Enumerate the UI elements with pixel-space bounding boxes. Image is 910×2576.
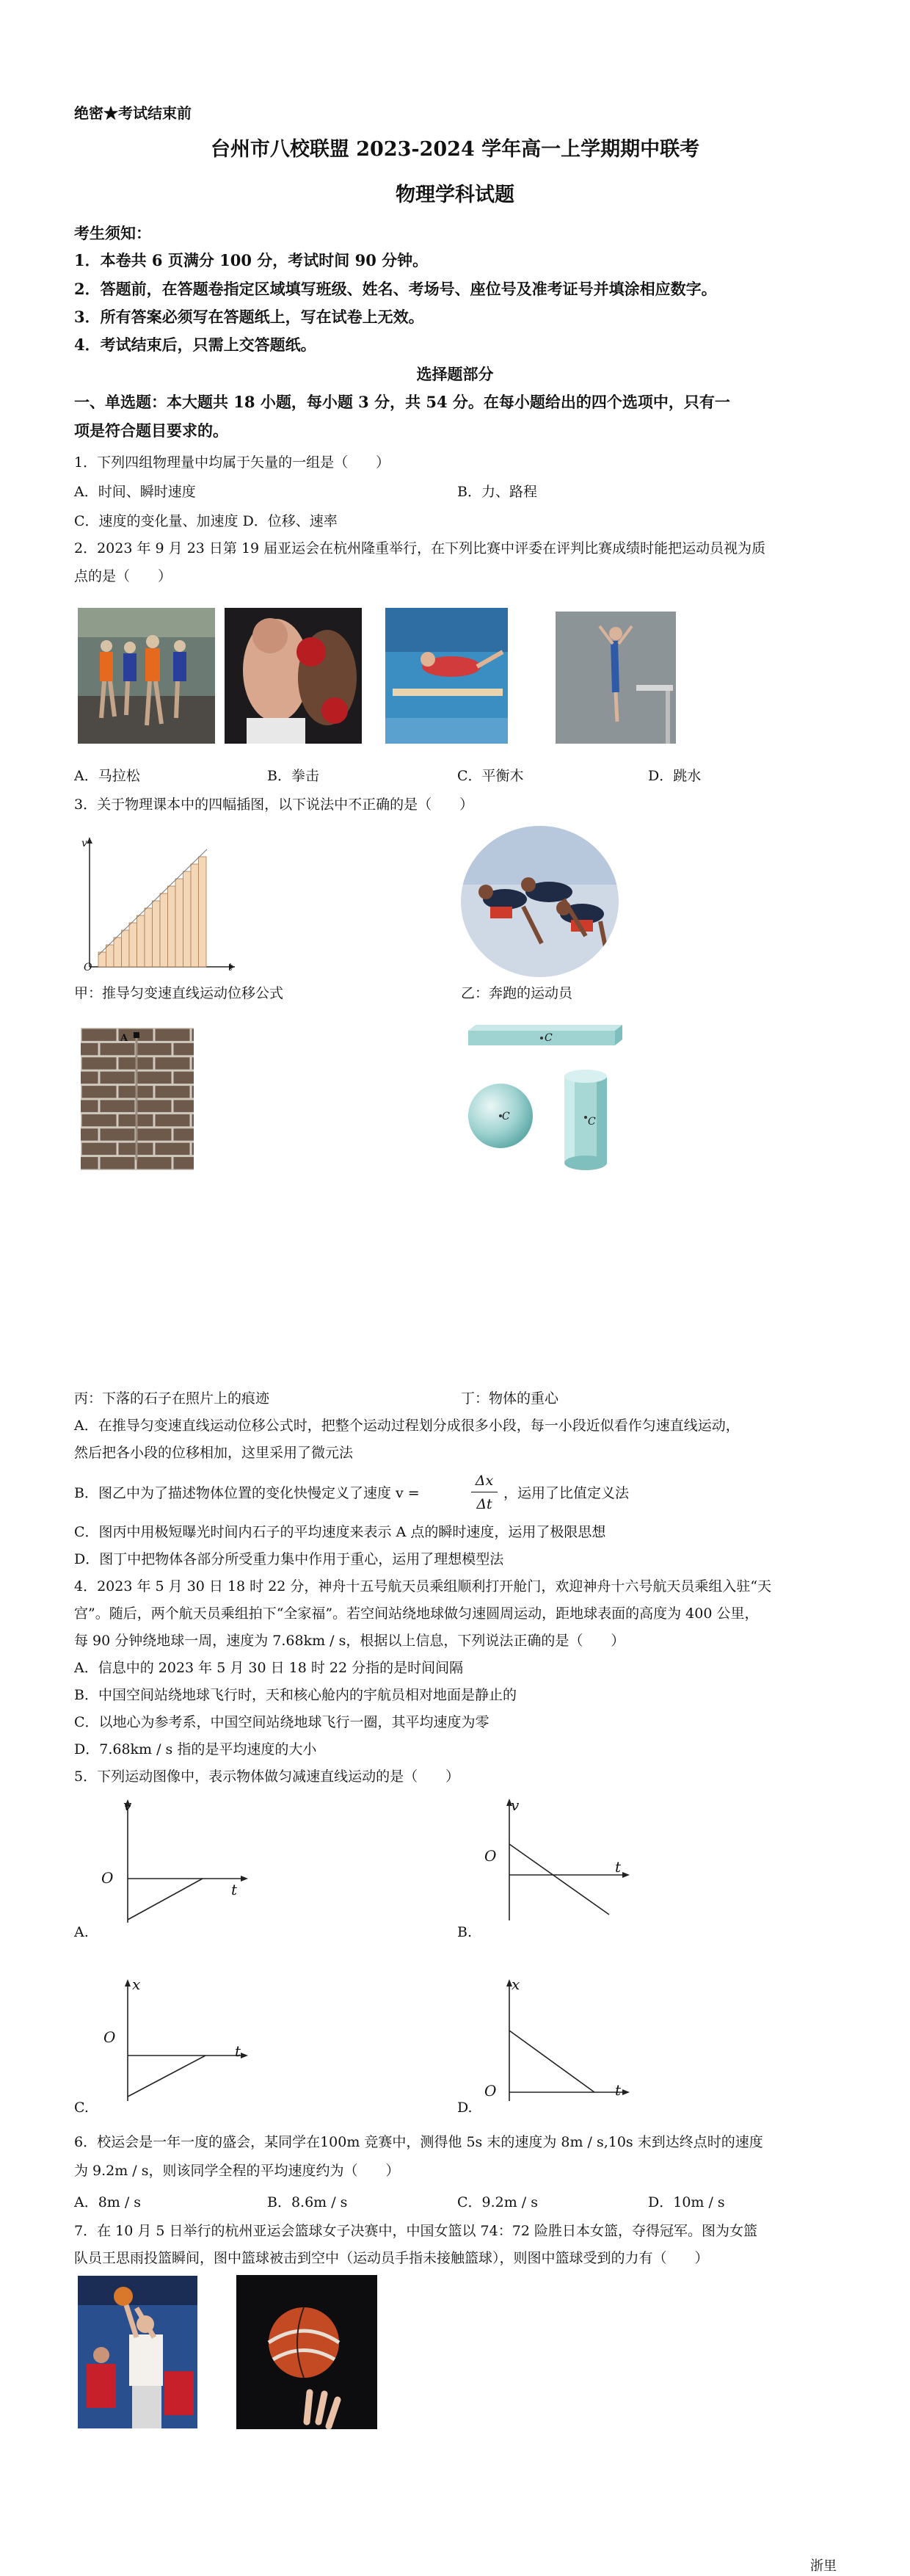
brick (101, 1043, 135, 1055)
graph-b-axis-t: t (615, 1858, 622, 1876)
graph-b-origin: O (484, 1847, 497, 1865)
brick (174, 1128, 194, 1140)
velocity-strip (122, 930, 130, 967)
brick (82, 1114, 117, 1126)
q2-stem: 点的是（ ） (74, 568, 172, 584)
q5-option-b: B. (457, 1924, 473, 1940)
brick (174, 1072, 194, 1084)
notice-item: 2．答题前，在答题卷指定区域填写班级、姓名、考场号、座位号及准考证号并填涂相应数字。 (74, 280, 717, 298)
q4-option-d: D．7.68km / s 指的是平均速度的大小 (74, 1741, 317, 1757)
q6-option-b: B．8.6m / s (267, 2194, 348, 2210)
graph-a-axis-t: t (231, 1881, 238, 1898)
brick (82, 1029, 117, 1041)
q3-stem: 3．关于物理课本中的四幅插图，以下说法中不正确的是（ ） (74, 797, 474, 813)
q3-caption-yi: 乙：奔跑的运动员 (461, 985, 573, 1001)
q5-option-c: C. (74, 2100, 89, 2116)
brick (82, 1057, 117, 1069)
q1-option-a: A．时间、瞬时速度 (74, 484, 196, 500)
footer-corner-text: 浙里 (810, 2558, 837, 2574)
brick (101, 1157, 135, 1169)
brick (137, 1128, 172, 1140)
q3-option-b: B．图乙中为了描述物体位置的变化快慢定义了速度 v = (74, 1485, 420, 1501)
stone-point (134, 1032, 139, 1038)
q4-option-c: C．以地心为参考系，中国空间站绕地球飞行一圈，其平均速度为零 (74, 1714, 489, 1730)
basketball-player-photo (78, 2276, 197, 2428)
notice-item: 1．本卷共 6 页满分 100 分，考试时间 90 分钟。 (74, 251, 429, 269)
fraction-denominator: Δt (476, 1496, 492, 1512)
velocity-strip (191, 864, 199, 967)
brick (81, 1157, 98, 1169)
graph-c (117, 1978, 250, 2102)
q1-stem: 1．下列四组物理量中均属于矢量的一组是（ ） (74, 454, 390, 471)
graph-a (117, 1798, 250, 1926)
q7-stem: 队员王思雨投篮瞬间，图中篮球被击到空中（运动员手指未接触篮球），则图中篮球受到的力有（ ） (74, 2250, 709, 2266)
brick (192, 1114, 194, 1126)
q3-option-c: C．图丙中用极短曝光时间内石子的平均速度来表示 A 点的瞬时速度，运用了极限思想 (74, 1524, 606, 1540)
confidential-mark: 绝密★考试结束前 (74, 104, 192, 122)
velocity-strip (175, 879, 183, 967)
q4-option-b: B．中国空间站绕地球飞行时，天和核心舱内的宇航员相对地面是静止的 (74, 1687, 517, 1703)
graph-a-origin: O (101, 1869, 114, 1887)
q3-option-b-tail: ，运用了比值定义法 (503, 1485, 630, 1501)
velocity-strip (106, 945, 114, 967)
velocity-strip (145, 908, 153, 967)
graph-d (499, 1978, 631, 2102)
q2-option-d: D．跳水 (648, 768, 702, 784)
velocity-strip (160, 893, 168, 967)
brick (82, 1143, 117, 1155)
q2-option-a: A．马拉松 (74, 768, 140, 784)
brick (137, 1157, 172, 1169)
basketball-closeup-photo (236, 2275, 377, 2429)
brick (174, 1157, 194, 1169)
graph-c-axis-t: t (235, 2042, 241, 2060)
exam-title: 台州市八校联盟 2023-2024 学年高一上学期期中联考 (210, 138, 700, 161)
marathon-photo (78, 608, 215, 744)
brick (81, 1072, 98, 1084)
q3-option-a: A．在推导匀变速直线运动位移公式时，把整个运动过程划分成很多小段，每一小段近似看作匀速直线运动， (74, 1418, 740, 1434)
q5-option-d: D. (457, 2100, 473, 2116)
brick (101, 1100, 135, 1112)
cylinder-figure (563, 1069, 608, 1172)
balance-beam-photo (385, 608, 508, 744)
q4-stem: 4．2023 年 5 月 30 日 18 时 22 分，神舟十五号航天员乘组顺利打开舱门，欢迎神舟十六号航天员乘组入驻“天 (74, 1578, 772, 1594)
graph-c-axis-x: x (132, 1975, 141, 1993)
brick (174, 1043, 194, 1055)
brick (137, 1043, 172, 1055)
velocity-strip (168, 886, 176, 967)
stone-point-label: A (120, 1033, 128, 1044)
q3-caption-ding: 丁：物体的重心 (461, 1390, 559, 1407)
brick (156, 1143, 190, 1155)
notice-item: 3．所有答案必须写在答题纸上，写在试卷上无效。 (74, 308, 424, 326)
notice-item: 4．考试结束后，只需上交答题纸。 (74, 335, 316, 354)
q3-caption-bing: 丙：下落的石子在照片上的痕迹 (74, 1390, 270, 1407)
notice-heading: 考生须知： (74, 224, 151, 242)
brick (137, 1100, 172, 1112)
velocity-strip (199, 857, 207, 967)
q1-option-b: B．力、路程 (457, 484, 537, 500)
sprinters-photo (461, 826, 619, 977)
q6-option-d: D．10m / s (648, 2194, 725, 2210)
brick (156, 1114, 190, 1126)
graph-d-axis-t: t (615, 2081, 622, 2099)
brick (156, 1086, 190, 1097)
brick (192, 1086, 194, 1097)
brick (192, 1143, 194, 1155)
center-label: C (588, 1116, 596, 1128)
section-instructions: 项是符合题目要求的。 (74, 421, 228, 440)
q6-stem: 6．校运会是一年一度的盛会，某同学在100m 竞赛中，测得他 5s 末的速度为 8m / s,10s 末到达终点时的速度 (74, 2134, 763, 2150)
brick (192, 1029, 194, 1041)
brick (82, 1086, 117, 1097)
q4-stem: 每 90 分钟绕地球一周，速度为 7.68km / s，根据以上信息，下列说法正确的是（ ） (74, 1633, 625, 1649)
graph-c-origin: O (103, 2028, 116, 2046)
graph-d-origin: O (484, 2082, 497, 2100)
brick (192, 1057, 194, 1069)
boxing-photo (225, 608, 362, 744)
q6-option-a: A．8m / s (74, 2194, 142, 2210)
q4-option-a: A．信息中的 2023 年 5 月 30 日 18 时 22 分指的是时间间隔 (74, 1660, 464, 1676)
q2-option-c: C．平衡木 (457, 768, 524, 784)
brick (156, 1029, 190, 1041)
q4-stem: 宫”。随后，两个航天员乘组拍下“全家福”。若空间站绕地球做匀速圆周运动，距地球表面的高度为 400 公里， (74, 1606, 759, 1622)
graph-b-axis-v: v (511, 1796, 520, 1814)
graph-t-label: t (228, 962, 233, 973)
q5-option-a: A. (74, 1924, 89, 1940)
brick (101, 1072, 135, 1084)
brick (156, 1057, 190, 1069)
q3-option-d: D．图丁中把物体各部分所受重力集中作用于重心，运用了理想模型法 (74, 1551, 504, 1567)
q7-stem: 7．在 10 月 5 日举行的杭州亚运会篮球女子决赛中，中国女篮以 74：72 险胜日本女篮，夺得冠军。图为女篮 (74, 2223, 757, 2239)
velocity-strip (114, 937, 122, 967)
graph-a-axis-v: v (123, 1796, 132, 1814)
brick (81, 1043, 98, 1055)
velocity-strip (183, 871, 192, 967)
exam-subtitle: 物理学科试题 (396, 184, 514, 206)
q6-option-c: C．9.2m / s (457, 2194, 539, 2210)
brick (174, 1100, 194, 1112)
graph-v-label: v (81, 838, 87, 849)
q6-stem: 为 9.2m / s，则该同学全程的平均速度约为（ ） (74, 2163, 400, 2179)
sphere-figure (467, 1082, 534, 1150)
diving-photo (556, 612, 676, 744)
q3-caption-jia: 甲：推导匀变速直线运动位移公式 (74, 985, 284, 1001)
section-instructions: 一、单选题：本大题共 18 小题，每小题 3 分，共 54 分。在每小题给出的四个选项中，只有一 (74, 393, 730, 411)
velocity-strip (153, 901, 161, 967)
center-label: C (545, 1032, 553, 1044)
velocity-staircase-graph (78, 832, 239, 976)
section-title: 选择题部分 (416, 365, 494, 383)
brick (81, 1100, 98, 1112)
brick (101, 1128, 135, 1140)
q2-stem: 2．2023 年 9 月 23 日第 19 届亚运会在杭州隆重举行，在下列比赛中评委在评判比赛成绩时能把运动员视为质 (74, 540, 766, 556)
q2-option-b: B．拳击 (267, 768, 319, 784)
brick (81, 1128, 98, 1140)
fraction-numerator: Δx (475, 1473, 494, 1489)
brick-wall-photo (81, 1028, 194, 1170)
q1-option-cd: C．速度的变化量、加速度 D．位移、速率 (74, 513, 338, 529)
graph-origin-label: O (84, 962, 92, 973)
q5-stem: 5．下列运动图像中，表示物体做匀减速直线运动的是（ ） (74, 1768, 460, 1785)
brick (137, 1072, 172, 1084)
velocity-strip (129, 923, 137, 967)
graph-d-axis-x: x (512, 1975, 520, 1993)
graph-b (499, 1797, 631, 1922)
velocity-strip (137, 915, 145, 967)
center-label: C (502, 1111, 510, 1122)
q3-option-a: 然后把各小段的位移相加，这里采用了微元法 (74, 1445, 354, 1461)
